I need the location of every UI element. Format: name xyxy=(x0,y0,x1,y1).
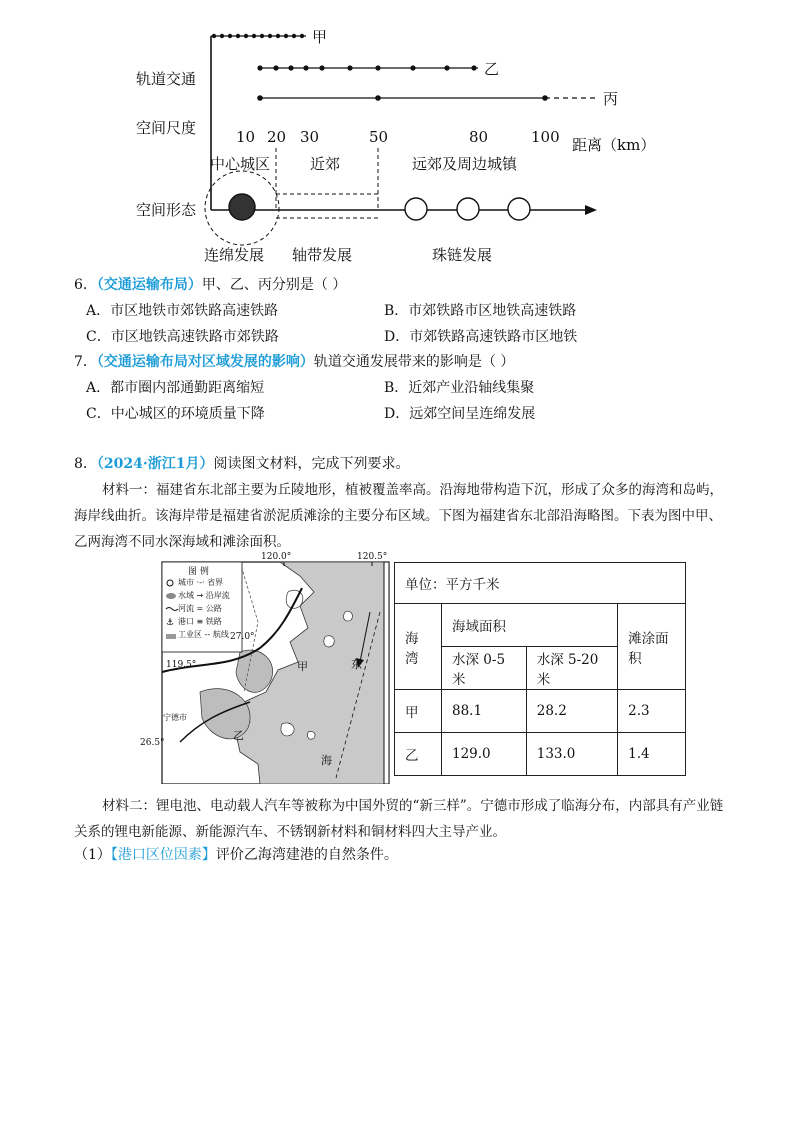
map-lon-120: 120.0° xyxy=(261,552,292,562)
q6-number: 6． xyxy=(74,277,97,293)
q7-tag: （交通运输布局对区域发展的影响） xyxy=(96,354,314,370)
map-label-yi: 乙 xyxy=(233,729,244,742)
table-header-row xyxy=(395,604,686,647)
legend-row: 港口 ≡ 铁路 xyxy=(178,617,222,626)
header-depth-1: 水深 0-5 米 xyxy=(442,647,527,690)
map-label-hai: 海 xyxy=(321,754,332,767)
tick-10: 10 xyxy=(236,128,256,146)
row-label-scale: 空间尺度 xyxy=(136,119,197,137)
header-flat: 滩涂面积 xyxy=(618,604,686,690)
question-7 xyxy=(74,352,514,372)
pattern-chain: 珠链发展 xyxy=(432,246,493,264)
map-label-city: 宁德市 xyxy=(163,713,187,722)
tick-50: 50 xyxy=(369,128,389,146)
cell-bay: 乙 xyxy=(395,733,442,776)
sub1-number: （1） xyxy=(74,847,111,863)
table-unit-row xyxy=(395,563,686,604)
cell-flat: 1.4 xyxy=(618,733,686,776)
cell-depth-2: 28.2 xyxy=(526,690,617,733)
cell-depth-1: 129.0 xyxy=(442,733,527,776)
legend-row: 工业区 -- 航线 xyxy=(178,630,229,639)
q7-option-c[interactable]: C．中心城区的环境质量下降 xyxy=(86,406,265,422)
row-label-rail: 轨道交通 xyxy=(136,70,197,88)
q7-option-b[interactable]: B．近郊产业沿轴线集聚 xyxy=(384,380,535,396)
material-1: 材料一：福建省东北部主要为丘陵地形，植被覆盖率高。沿海地带构造下沉，形成了众多的海湾和岛屿，海岸线曲折。该海岸带是福建省淤泥质滩涂的主要分布区域。下图为福建省东北部沿海略图。下表为图中甲、乙两海湾不同水深海域和滩涂面积。 xyxy=(74,482,723,550)
table-row xyxy=(395,690,686,733)
map-label-dong: 东 xyxy=(351,658,362,671)
diagram-lines xyxy=(0,0,800,272)
sub1-text: 评价乙海湾建港的自然条件。 xyxy=(215,847,398,863)
map-label-jia: 甲 xyxy=(297,660,308,673)
line-jia xyxy=(211,34,306,38)
cell-flat: 2.3 xyxy=(618,690,686,733)
q6-stem: 甲、乙、丙分别是（ ） xyxy=(201,277,347,293)
table-unit: 单位：平方千米 xyxy=(395,563,686,604)
map-lat-27: 27.0° xyxy=(230,632,255,642)
table-row xyxy=(395,733,686,776)
cell-bay: 甲 xyxy=(395,690,442,733)
cell-depth-2: 133.0 xyxy=(526,733,617,776)
q7-number: 7． xyxy=(74,354,97,370)
header-sea: 海域面积 xyxy=(442,604,618,647)
header-bay: 海湾 xyxy=(395,604,442,690)
zone-central: 中心城区 xyxy=(210,155,271,173)
line-label-bing: 丙 xyxy=(603,90,619,108)
axis-label-distance: 距离（km） xyxy=(572,136,656,154)
q6-option-c[interactable]: C．市区地铁高速铁路市郊铁路 xyxy=(86,329,279,345)
q6-option-a[interactable]: A．市区地铁市郊铁路高速铁路 xyxy=(86,303,279,319)
q7-stem: 轨道交通发展带来的影响是（ ） xyxy=(313,354,515,370)
q7-option-a[interactable]: A．都市圈内部通勤距离缩短 xyxy=(86,380,265,396)
legend-row: 河流 = 公路 xyxy=(178,604,222,613)
legend-row: 水域 → 沿岸流 xyxy=(178,591,230,600)
map-lon-1195: 119.5° xyxy=(166,660,197,670)
svg-text:⚓: ⚓ xyxy=(166,618,175,628)
question-8 xyxy=(74,454,410,474)
q8-tag: （2024·浙江1月） xyxy=(96,456,214,472)
tick-80: 80 xyxy=(469,128,489,146)
q8-stem: 阅读图文材料，完成下列要求。 xyxy=(213,456,410,472)
row-label-form: 空间形态 xyxy=(136,201,197,219)
answer-area[interactable] xyxy=(0,870,800,1132)
rail-space-diagram xyxy=(0,0,800,272)
pattern-axis: 轴带发展 xyxy=(292,246,353,264)
q8-number: 8． xyxy=(74,456,97,472)
tick-30: 30 xyxy=(300,128,320,146)
sub-question-1 xyxy=(74,845,398,865)
zone-suburb: 近郊 xyxy=(310,155,341,173)
tick-100: 100 xyxy=(531,128,560,146)
tick-20: 20 xyxy=(267,128,287,146)
line-bing xyxy=(257,95,598,101)
question-6 xyxy=(74,275,346,295)
legend-row: 城市 ·-· 省界 xyxy=(178,578,224,587)
line-label-yi: 乙 xyxy=(484,60,500,78)
q6-option-d[interactable]: D．市郊铁路高速铁路市区地铁 xyxy=(384,329,578,345)
legend-list xyxy=(178,576,230,641)
bay-area-table xyxy=(394,562,686,776)
cell-depth-1: 88.1 xyxy=(442,690,527,733)
pattern-continuous: 连绵发展 xyxy=(204,246,265,264)
map-lon-1205: 120.5° xyxy=(357,552,388,562)
sub1-tag: 【港口区位因素】 xyxy=(110,847,216,863)
line-label-jia: 甲 xyxy=(312,28,328,46)
q6-option-b[interactable]: B．市郊铁路市区地铁高速铁路 xyxy=(384,303,577,319)
zone-outer: 远郊及周边城镇 xyxy=(412,155,518,173)
legend-title: 图 例 xyxy=(188,567,209,577)
q6-tag: （交通运输布局） xyxy=(96,277,202,293)
q7-option-d[interactable]: D．远郊空间呈连绵发展 xyxy=(384,406,536,422)
coastal-map xyxy=(140,552,395,784)
line-yi xyxy=(257,65,478,70)
header-depth-2: 水深 5-20 米 xyxy=(526,647,617,690)
material-2: 材料二：锂电池、电动载人汽车等被称为中国外贸的“新三样”。宁德市形成了临海分布，内部具有产业链关系的锂电新能源、新能源汽车、不锈钢新材料和铜材料四大主导产业。 xyxy=(74,798,724,840)
map-lat-265: 26.5° xyxy=(140,738,165,748)
